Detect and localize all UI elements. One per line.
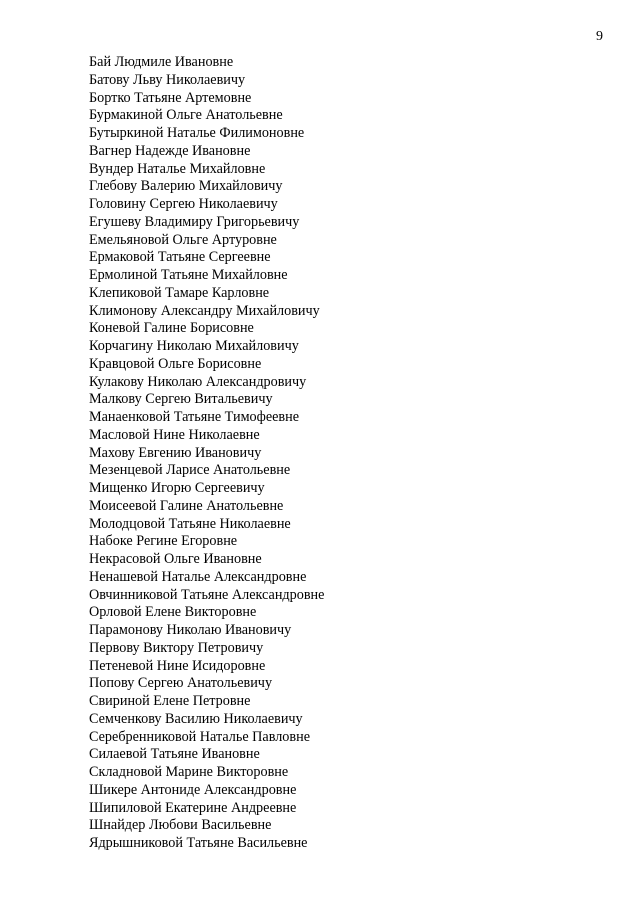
list-item: Ермолиной Татьяне Михайловне <box>89 267 288 283</box>
list-item: Масловой Нине Николаевне <box>89 426 260 443</box>
list-item: Петеневой Нине Исидоровне <box>89 657 266 674</box>
list-item: Егушеву Владимиру Григорьевичу <box>89 213 300 230</box>
list-item: Попову Сергею Анатольевичу <box>89 675 273 692</box>
list-item: Бурмакиной Ольге Анатольевне <box>89 107 283 124</box>
list-item: Первову Виктору Петровичу <box>89 639 264 656</box>
list-item: Шипиловой Екатерине Андреевне <box>89 799 297 816</box>
list-item: Шикере Антониде Александровне <box>89 781 297 798</box>
list-item: Семченкову Василию Николаевичу <box>89 710 303 727</box>
list-item: Вундер Наталье Михайловне <box>89 160 266 177</box>
list-item: Бай Людмиле Ивановне <box>89 54 234 70</box>
list-item: Ненашевой Наталье Александровне <box>89 568 307 585</box>
list-item: Клепиковой Тамаре Карловне <box>89 284 270 301</box>
list-item: Свириной Елене Петровне <box>89 693 251 709</box>
list-item: Серебренниковой Наталье Павловне <box>89 728 310 745</box>
list-item: Корчагину Николаю Михайловичу <box>89 338 299 354</box>
list-item: Орловой Елене Викторовне <box>89 604 257 621</box>
list-item: Моисеевой Галине Анатольевне <box>89 497 284 514</box>
list-item: Вагнер Надежде Ивановне <box>89 142 251 159</box>
list-item: Коневой Галине Борисовне <box>89 320 254 337</box>
list-item: Молодцовой Татьяне Николаевне <box>89 515 291 532</box>
list-item: Некрасовой Ольге Ивановне <box>89 551 262 567</box>
list-item: Ядрышниковой Татьяне Васильевне <box>89 835 308 851</box>
list-item: Силаевой Татьяне Ивановне <box>89 746 260 763</box>
list-item: Батову Льву Николаевичу <box>89 71 246 88</box>
list-item: Емельяновой Ольге Артуровне <box>89 231 277 248</box>
list-item: Кравцовой Ольге Борисовне <box>89 355 262 372</box>
list-item: Шнайдер Любови Васильевне <box>89 817 272 834</box>
name-list <box>89 54 324 853</box>
list-item: Складновой Марине Викторовне <box>89 764 289 780</box>
list-item: Головину Сергею Николаевичу <box>89 196 278 212</box>
list-item: Бутыркиной Наталье Филимоновне <box>89 125 305 141</box>
list-item: Овчинниковой Татьяне Александровне <box>89 586 325 603</box>
list-item: Бортко Татьяне Артемовне <box>89 89 252 106</box>
list-item: Манаенковой Татьяне Тимофеевне <box>89 409 300 425</box>
list-item: Парамонову Николаю Ивановичу <box>89 622 292 638</box>
list-item: Климонову Александру Михайловичу <box>89 302 320 319</box>
list-item: Мезенцевой Ларисе Анатольевне <box>89 462 291 479</box>
list-item: Мищенко Игорю Сергеевичу <box>89 480 265 496</box>
list-item: Ермаковой Татьяне Сергеевне <box>89 249 271 266</box>
list-item: Махову Евгению Ивановичу <box>89 444 262 461</box>
list-item: Набоке Регине Егоровне <box>89 533 238 550</box>
page-number: 9 <box>596 29 603 44</box>
list-item: Кулакову Николаю Александровичу <box>89 373 307 390</box>
list-item: Глебову Валерию Михайловичу <box>89 178 283 195</box>
list-item: Малкову Сергею Витальевичу <box>89 391 273 408</box>
